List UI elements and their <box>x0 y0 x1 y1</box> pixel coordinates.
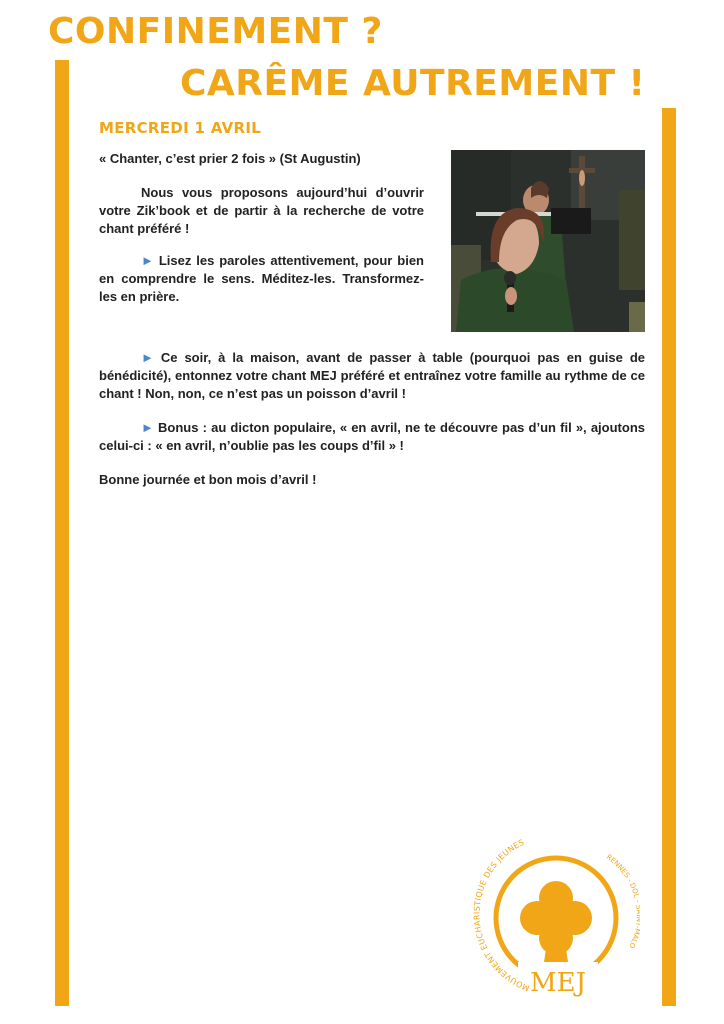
svg-text:RENNES - DOL - SAINT-MALO <box>605 853 640 950</box>
step-text-1: Lisez les paroles attentivement, pour bien en comprendre le sens. Méditez-les. Transformez- les en prière. <box>99 253 424 304</box>
step-text-2: Ce soir, à la maison, avant de passer à table (pourquoi pas en guise de bénédicité), entonnez votre chant MEJ préféré et entraînez votre famille au rythme de ce chant ! Non, non, ce n’est pas un poisson d’avril ! <box>99 350 645 401</box>
logo-acronym: MEJ <box>529 968 587 998</box>
step-text-3: Bonus : au dicton populaire, « en avril, ne te découvre pas d’un fil », ajoutons celui-ci : « en avril, n’oublie pas les coups d’fil » ! <box>99 420 645 453</box>
concert-photo <box>451 150 645 332</box>
logo-arc-text-right: RENNES - DOL ALO <box>604 853 640 950</box>
intro-paragraph: Nous vous proposons aujourd’hui d’ouvrir votre Zik’book et de partir à la recherche de votre chant préféré ! <box>99 185 424 236</box>
logo-arc-text-left: MOUVEMENT EUCHARISTIQUE DES JEUNES <box>472 837 531 993</box>
step-paragraph-2 <box>99 349 645 403</box>
closing-line: Bonne journée et bon mois d’avril ! <box>99 472 317 487</box>
arrow-icon: ► <box>141 253 154 268</box>
step-paragraph-3 <box>99 419 645 455</box>
right-accent-bar <box>662 108 676 1006</box>
date-heading: MERCREDI 1 AVRIL <box>99 119 262 137</box>
page-title-line-2: CARÊME AUTREMENT ! <box>180 63 646 104</box>
left-accent-bar <box>55 60 69 1006</box>
arrow-icon: ► <box>141 420 154 435</box>
mej-logo <box>470 828 640 1004</box>
photo-illustration <box>451 150 645 332</box>
mej-logo-graphic <box>470 828 640 1004</box>
quote-paragraph: « Chanter, c’est prier 2 fois » (St Augustin) <box>99 151 361 166</box>
page-title-line-1: CONFINEMENT ? <box>48 11 383 52</box>
step-paragraph-1 <box>99 252 424 306</box>
arrow-icon: ► <box>141 350 154 365</box>
